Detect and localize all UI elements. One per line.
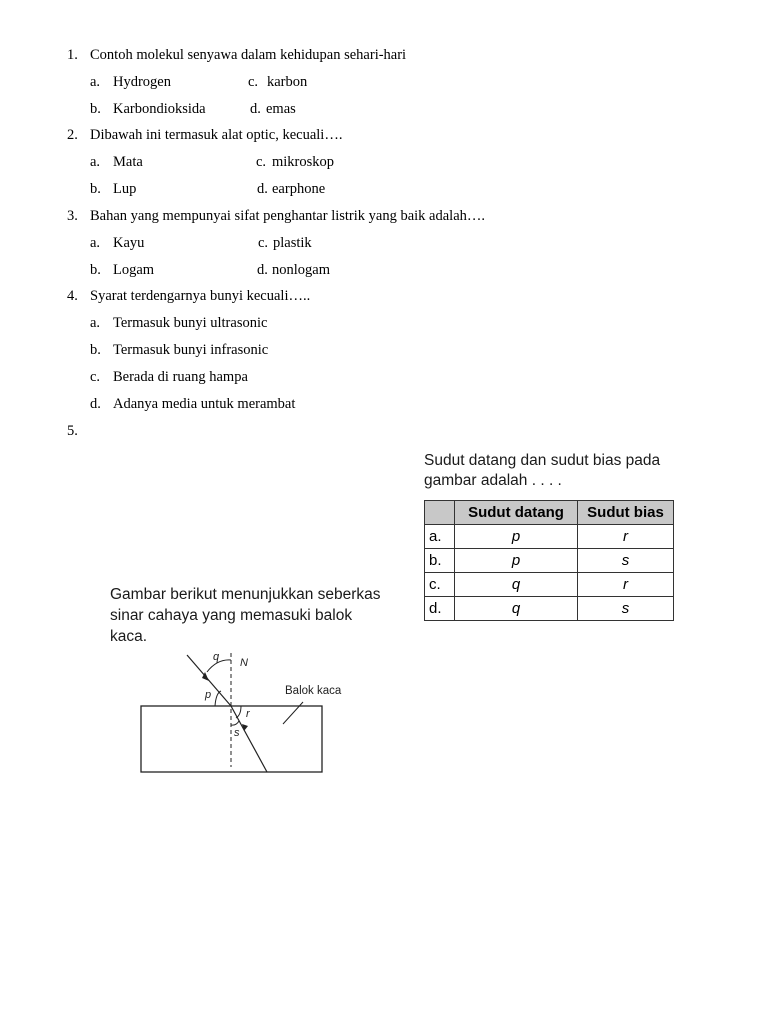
question-number: 2. bbox=[67, 127, 78, 143]
option-letter: b. bbox=[90, 101, 101, 117]
table-row bbox=[425, 573, 674, 597]
table-cell: d. bbox=[425, 597, 455, 621]
option-letter: a. bbox=[90, 74, 101, 90]
answer-table-header-cell: Sudut datang bbox=[455, 501, 578, 525]
question-text: Syarat terdengarnya bunyi kecuali….. bbox=[90, 288, 311, 304]
question-number: 5. bbox=[67, 423, 78, 439]
option-letter: a. bbox=[90, 315, 101, 331]
option-letter: b. bbox=[90, 262, 101, 278]
figure-caption-line: kaca. bbox=[110, 628, 148, 645]
label-p: p bbox=[205, 689, 212, 701]
figure-caption-line: sinar cahaya yang memasuki balok bbox=[110, 607, 353, 624]
label-r: r bbox=[246, 708, 250, 720]
question-text: Dibawah ini termasuk alat optic, kecuali…. bbox=[90, 127, 343, 143]
label-N: N bbox=[240, 657, 248, 669]
option-text: karbon bbox=[267, 74, 308, 90]
angle-arc-s bbox=[231, 721, 239, 725]
table-cell: s bbox=[578, 597, 674, 621]
option-letter: b. bbox=[90, 342, 101, 358]
option-text: Berada di ruang hampa bbox=[113, 369, 248, 385]
table-cell: r bbox=[578, 573, 674, 597]
label-pointer-line bbox=[283, 702, 303, 724]
table-row bbox=[425, 549, 674, 573]
question-text: Contoh molekul senyawa dalam kehidupan sehari-hari bbox=[90, 47, 407, 63]
answer-table-header-cell bbox=[425, 501, 455, 525]
answer-table-header-cell: Sudut bias bbox=[578, 501, 674, 525]
q5-prompt-line: Sudut datang dan sudut bias pada bbox=[424, 452, 661, 469]
option-text: Logam bbox=[113, 262, 155, 278]
option-letter: c. bbox=[248, 74, 259, 90]
table-cell: s bbox=[578, 549, 674, 573]
question-number: 1. bbox=[67, 47, 78, 63]
option-text: emas bbox=[266, 101, 296, 117]
option-text: Hydrogen bbox=[113, 74, 171, 90]
option-text: mikroskop bbox=[272, 154, 335, 170]
option-letter: a. bbox=[90, 235, 101, 251]
option-text: Lup bbox=[113, 181, 137, 197]
table-cell: r bbox=[578, 525, 674, 549]
table-row bbox=[425, 597, 674, 621]
option-text: Termasuk bunyi infrasonic bbox=[113, 342, 269, 358]
answer-table-header-row bbox=[425, 501, 674, 525]
table-cell: c. bbox=[425, 573, 455, 597]
option-letter: a. bbox=[90, 154, 101, 170]
option-text: Mata bbox=[113, 154, 143, 170]
answer-table bbox=[424, 500, 674, 621]
question-text: Bahan yang mempunyai sifat penghantar listrik yang baik adalah…. bbox=[90, 208, 486, 224]
option-letter: c. bbox=[90, 369, 101, 385]
option-text: Termasuk bunyi ultrasonic bbox=[113, 315, 268, 331]
table-cell: q bbox=[455, 597, 578, 621]
option-text: Adanya media untuk merambat bbox=[113, 396, 296, 412]
option-letter: d. bbox=[90, 396, 101, 412]
option-text: Kayu bbox=[113, 235, 145, 251]
option-text: Karbondioksida bbox=[113, 101, 206, 117]
option-letter: c. bbox=[256, 154, 267, 170]
label-glass-block: Balok kaca bbox=[285, 685, 342, 697]
label-s: s bbox=[234, 727, 240, 739]
table-cell: p bbox=[455, 525, 578, 549]
option-letter: c. bbox=[258, 235, 269, 251]
table-row bbox=[425, 525, 674, 549]
table-cell: q bbox=[455, 573, 578, 597]
option-text: plastik bbox=[273, 235, 312, 251]
figure-caption-line: Gambar berikut menunjukkan seberkas bbox=[110, 586, 381, 603]
table-cell: p bbox=[455, 549, 578, 573]
question-number: 4. bbox=[67, 288, 78, 304]
option-letter: d. bbox=[257, 262, 268, 278]
option-text: earphone bbox=[272, 181, 326, 197]
label-q: q bbox=[213, 651, 220, 663]
table-cell: b. bbox=[425, 549, 455, 573]
table-cell: a. bbox=[425, 525, 455, 549]
question-number: 3. bbox=[67, 208, 78, 224]
refraction-figure bbox=[105, 645, 342, 780]
option-text: nonlogam bbox=[272, 262, 330, 278]
option-letter: b. bbox=[90, 181, 101, 197]
option-letter: d. bbox=[250, 101, 261, 117]
answer-table-wrap bbox=[424, 500, 674, 621]
option-letter: d. bbox=[257, 181, 268, 197]
q5-prompt-line: gambar adalah . . . . bbox=[424, 472, 562, 489]
